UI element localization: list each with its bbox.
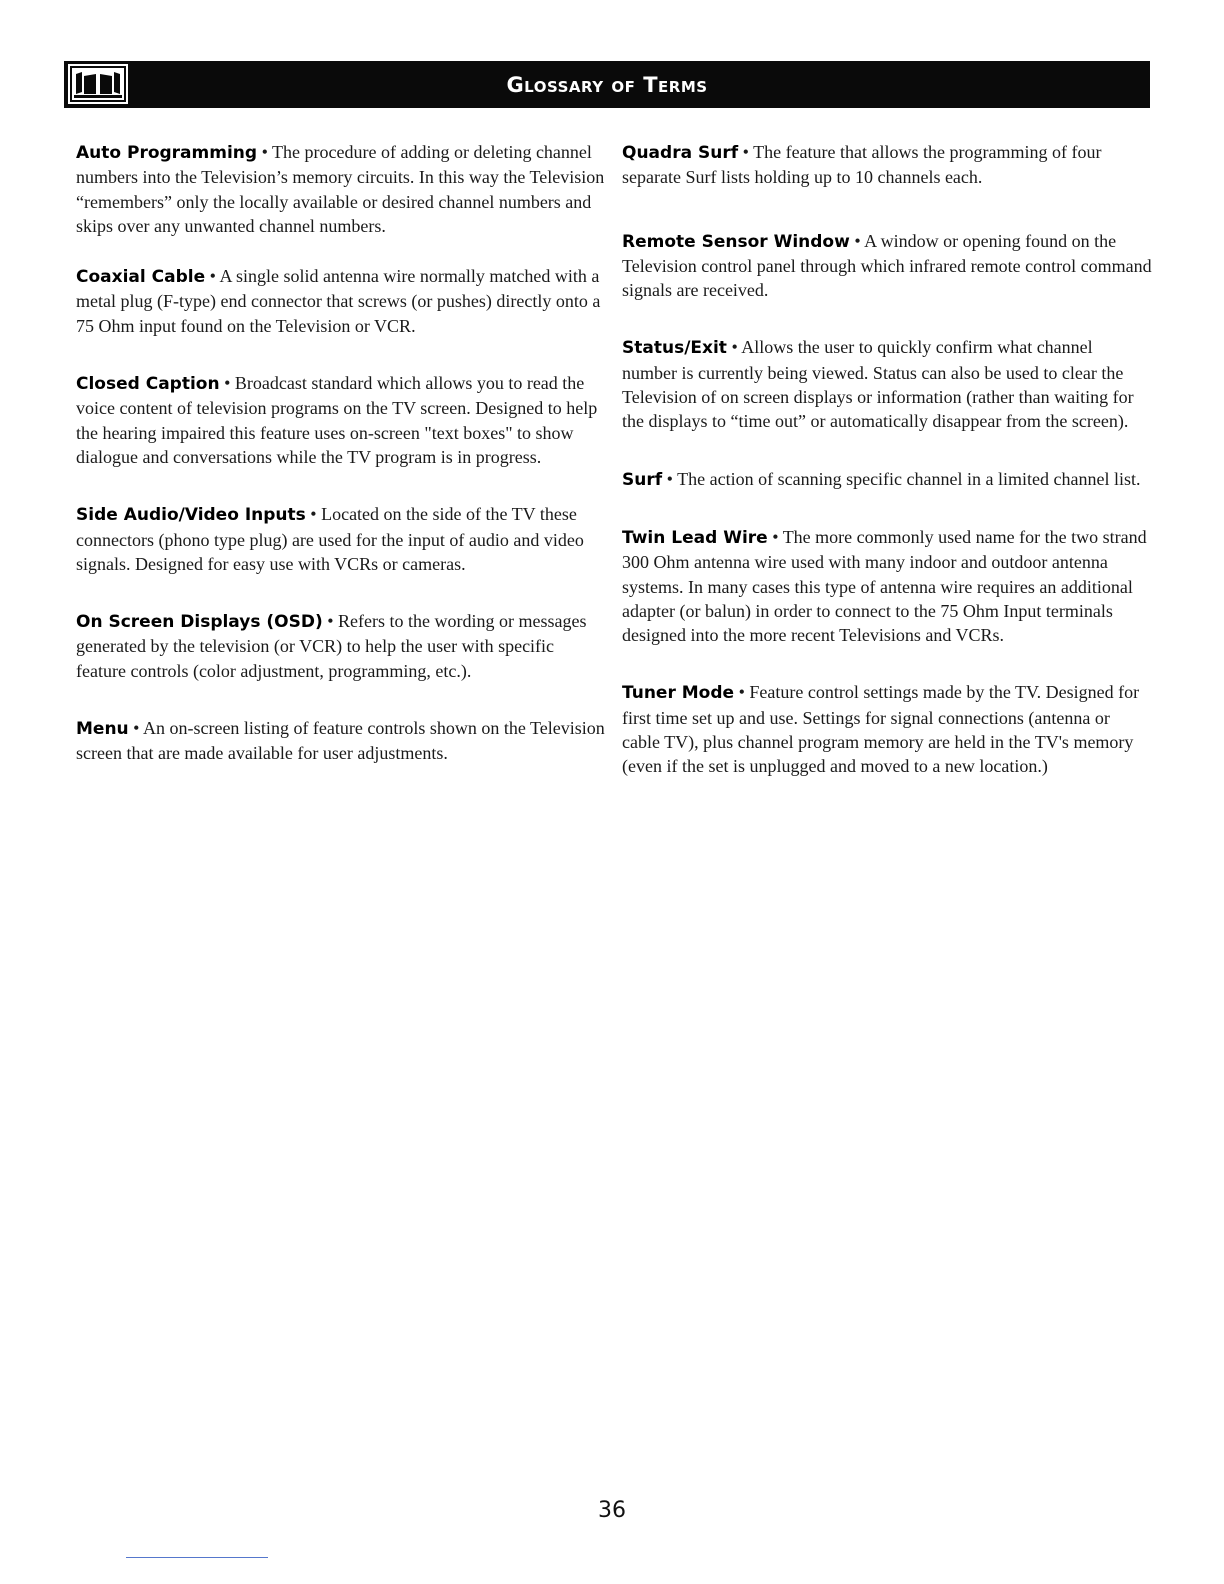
glossary-entry	[76, 609, 606, 683]
term-separator: •	[767, 526, 783, 547]
glossary-term: On Screen Displays (OSD)	[76, 612, 323, 633]
glossary-entry	[76, 716, 606, 766]
glossary-term: Quadra Surf	[622, 143, 739, 163]
glossary-entry	[622, 467, 1152, 492]
term-separator: •	[322, 611, 339, 632]
glossary-entry	[76, 140, 606, 238]
glossary-definition: Broadcast standard which allows you to read the voice content of television programs on the TV screen. Designed to help the hearing impaired this feature uses on-screen "text boxes" to show dialogue and conversations while the TV program is in progress.	[76, 373, 598, 467]
glossary-entry	[622, 335, 1152, 433]
glossary-definition: The procedure of adding or deleting channel numbers into the Television’s memory circuits. In this way the Television “remembers” only the locally available or desired channel numbers and skips over any unwanted channel numbers.	[76, 142, 605, 236]
glossary-entry	[622, 229, 1152, 303]
term-separator: •	[849, 230, 865, 251]
glossary-term: Side Audio/Video Inputs	[76, 505, 306, 526]
glossary-term: Menu	[76, 719, 129, 740]
page-title: Glossary of Terms	[506, 73, 708, 97]
glossary-definition: A window or opening found on the Television control panel through which infrared remote control command signals are received.	[622, 230, 1152, 301]
glossary-definition: The more commonly used name for the two strand 300 Ohm antenna wire used with many indoor and outdoor antenna systems. In many cases this type of antenna wire requires an additional adapter (or balun) in order to connect to the 75 Ohm Input terminals designed into the more recent Televisions and VCRs.	[622, 526, 1147, 646]
left-column	[76, 140, 606, 766]
term-separator: •	[662, 468, 678, 489]
right-column	[622, 140, 1152, 779]
term-separator: •	[305, 504, 322, 525]
page-number: 36	[598, 1498, 626, 1523]
term-separator: •	[205, 266, 220, 287]
glossary-term: Closed Caption	[76, 374, 220, 395]
term-separator: •	[734, 682, 750, 703]
glossary-entry	[622, 680, 1152, 778]
footer-divider	[126, 1557, 268, 1558]
header-bar	[64, 61, 1150, 108]
glossary-term: Auto Programming	[76, 143, 258, 163]
term-separator: •	[738, 142, 754, 162]
glossary-term: Coaxial Cable	[76, 267, 206, 288]
glossary-entry	[622, 525, 1152, 647]
glossary-definition: Located on the side of the TV these connectors (phono type plug) are used for the input of audio and video signals. Designed for easy use with VCRs or cameras.	[76, 504, 584, 574]
glossary-term: Status/Exit	[622, 338, 727, 359]
term-separator: •	[219, 373, 235, 394]
glossary-definition: An on-screen listing of feature controls shown on the Television screen that are made available for user adjustments.	[76, 718, 605, 764]
glossary-entry	[76, 371, 606, 469]
glossary-term: Twin Lead Wire	[622, 527, 768, 548]
glossary-entry	[622, 140, 1152, 190]
glossary-term: Remote Sensor Window	[622, 231, 850, 252]
term-separator: •	[726, 337, 742, 358]
glossary-definition: A single solid antenna wire normally matched with a metal plug (F-type) end connector that screws (or pushes) directly onto a 75 Ohm input found on the Television or VCR.	[76, 266, 601, 336]
glossary-entry	[76, 502, 606, 576]
glossary-entry	[76, 264, 606, 338]
glossary-definition: The action of scanning specific channel in a limited channel list.	[677, 468, 1141, 489]
glossary-definition: The feature that allows the programming of four separate Surf lists holding up to 10 channels each.	[622, 142, 1102, 188]
glossary-definition: Feature control settings made by the TV. Designed for first time set up and use. Settings for signal connections (antenna or cable TV), plus channel program memory are held in the TV's memory (even if the set is unplugged and moved to a new location.)	[622, 682, 1140, 777]
term-separator: •	[257, 142, 273, 162]
glossary-term: Tuner Mode	[622, 683, 735, 704]
term-separator: •	[128, 718, 143, 739]
glossary-definition: Refers to the wording or messages generated by the television (or VCR) to help the user with specific feature controls (color adjustment, programming, etc.).	[76, 611, 587, 681]
glossary-term: Surf	[622, 469, 663, 490]
glossary-definition: Allows the user to quickly confirm what channel number is currently being viewed. Status can also be used to clear the Television of on screen displays or information (rather than waiting for the displays to “time out” or automatically disappear from the screen).	[622, 337, 1134, 432]
